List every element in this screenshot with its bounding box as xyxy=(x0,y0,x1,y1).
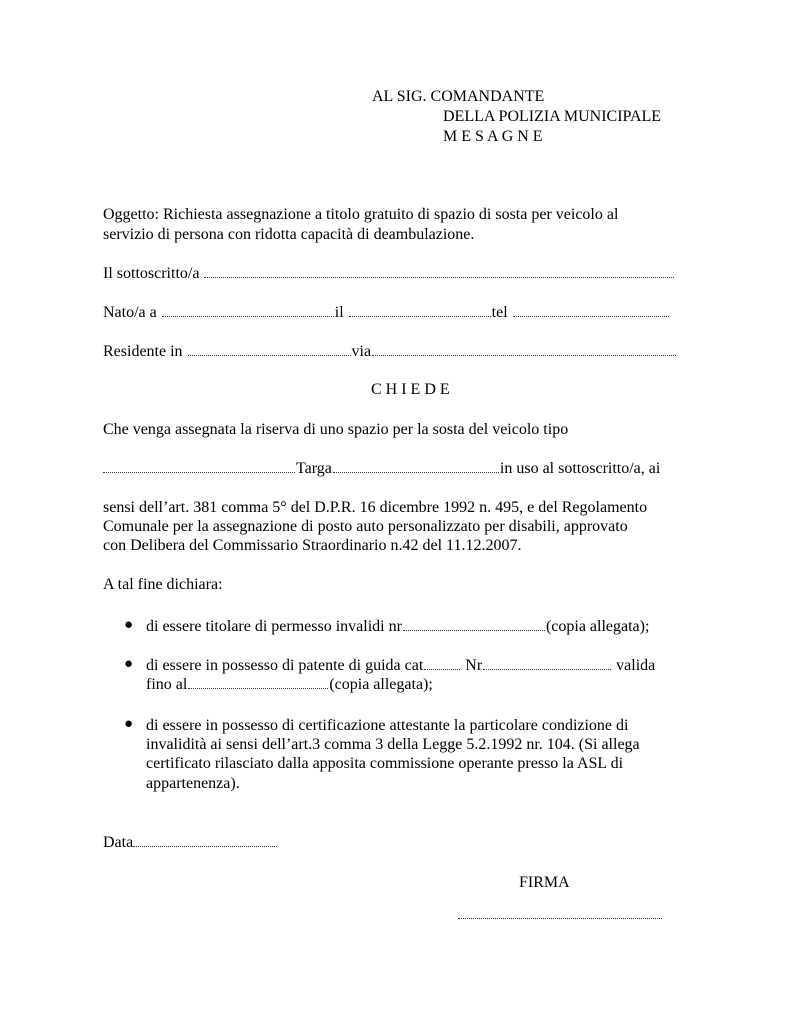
valida-label: valida xyxy=(612,657,656,674)
residente-row xyxy=(103,342,677,361)
nato-row xyxy=(103,303,670,322)
patente-text: di essere in possesso di patente di guida cat xyxy=(146,657,424,674)
firma-row xyxy=(458,905,662,924)
firma-field[interactable] xyxy=(458,906,662,919)
bullet-2-line2 xyxy=(146,675,433,694)
dichiara-heading: A tal fine dichiara: xyxy=(103,576,223,593)
subject-line2: servizio di persona con ridotta capacità di deambulazione. xyxy=(103,226,475,243)
residente-label: Residente in xyxy=(103,343,183,360)
bullet-3-line3: certificato rilasciato dalla apposita commissione operante presso la ASL di xyxy=(146,755,624,772)
sottoscritto-field[interactable] xyxy=(204,265,674,278)
targa-field[interactable] xyxy=(333,460,499,473)
bullet-1 xyxy=(146,617,649,636)
il-label: il xyxy=(334,304,344,321)
sottoscritto-row xyxy=(103,264,675,283)
chiede-heading: C H I E D E xyxy=(371,381,450,398)
targa-label: Targa xyxy=(296,460,332,477)
addressee-line3: M E S A G N E xyxy=(443,128,543,145)
residente-field[interactable] xyxy=(188,343,351,356)
bullet-3-line1: di essere in possesso di certificazione attestante la particolare condizione di xyxy=(146,717,629,734)
bullet-2 xyxy=(146,656,655,675)
request-targa-row xyxy=(103,459,660,478)
permesso-text: di essere titolare di permesso invalidi nr xyxy=(146,618,402,635)
request-line4: Comunale per la assegnazione di posto auto personalizzato per disabili, approvato xyxy=(103,518,628,535)
permesso-nr-field[interactable] xyxy=(403,618,545,631)
in-uso-text: in uso al sottoscritto/a, ai xyxy=(499,460,661,477)
patente-nr-label: Nr xyxy=(461,657,483,674)
nato-field[interactable] xyxy=(162,304,334,317)
patente-suffix: (copia allegata); xyxy=(329,676,433,693)
data-field[interactable] xyxy=(133,834,277,847)
tel-field[interactable] xyxy=(513,304,669,317)
sottoscritto-label: Il sottoscritto/a xyxy=(103,265,200,282)
bullet-icon: ● xyxy=(124,716,134,732)
via-field[interactable] xyxy=(372,343,676,356)
request-line1: Che venga assegnata la riserva di uno spazio per la sosta del veicolo tipo xyxy=(103,421,569,438)
fino-al-label: fino al xyxy=(146,676,188,693)
bullet-3-line2: invalidità ai sensi dell’art.3 comma 3 della Legge 5.2.1992 nr. 104. (Si allega xyxy=(146,736,640,753)
addressee-line1: AL SIG. COMANDANTE xyxy=(372,88,545,105)
tel-label: tel xyxy=(491,304,508,321)
firma-label: FIRMA xyxy=(519,874,570,891)
request-line3: sensi dell’art. 381 comma 5° del D.P.R. 16 dicembre 1992 n. 495, e del Regolamento xyxy=(103,499,648,516)
bullet-3-line4: appartenenza). xyxy=(146,775,240,792)
nato-label: Nato/a a xyxy=(103,304,157,321)
permesso-suffix: (copia allegata); xyxy=(545,618,650,635)
addressee-line2: DELLA POLIZIA MUNICIPALE xyxy=(443,108,662,125)
bullet-icon: ● xyxy=(124,656,134,672)
vehicle-type-field[interactable] xyxy=(103,460,295,473)
data-row xyxy=(103,833,278,852)
bullet-icon: ● xyxy=(124,617,134,633)
fino-al-field[interactable] xyxy=(188,676,328,689)
il-field[interactable] xyxy=(349,304,491,317)
request-line5: con Delibera del Commissario Straordinario n.42 del 11.12.2007. xyxy=(103,537,522,554)
patente-nr-field[interactable] xyxy=(483,657,611,670)
subject-line1: Oggetto: Richiesta assegnazione a titolo gratuito di spazio di sosta per veicolo al xyxy=(103,206,619,223)
patente-cat-field[interactable] xyxy=(424,657,460,670)
data-label: Data xyxy=(103,834,134,851)
via-label: via xyxy=(351,343,372,360)
